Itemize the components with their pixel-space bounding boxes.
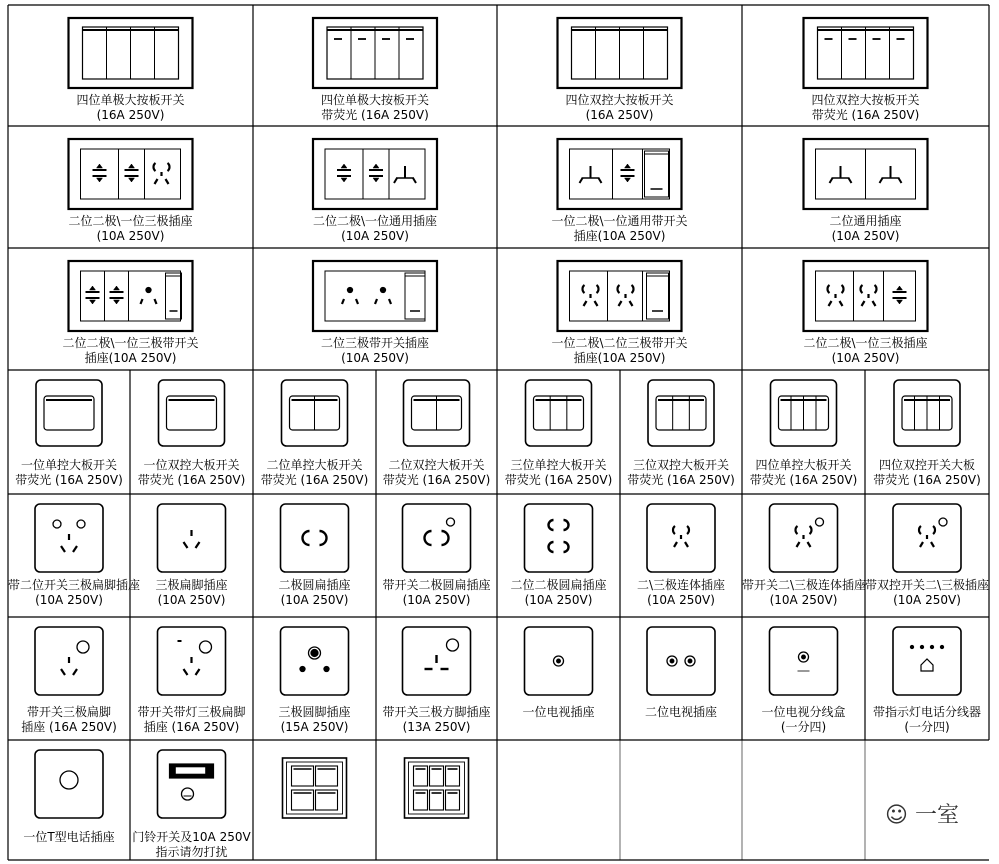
panel-symbol (558, 261, 682, 331)
symbol-label-line2: 带荧光 (16A 250V) (260, 473, 369, 487)
symbol-cell (497, 214, 742, 248)
symbol-label-line2: 插座(10A 250V) (84, 351, 177, 365)
symbol-label-line2: 插座(10A 250V) (573, 229, 666, 243)
symbol-cell (8, 830, 130, 864)
symbol-label-line1: 带二位开关三极扁脚插座 (8, 578, 141, 592)
symbol-label-line2: (10A 250V) (769, 593, 838, 607)
symbol-label-line1: 一位双控大板开关 (143, 458, 240, 472)
symbol-label-line2: 插座 (16A 250V) (21, 720, 117, 734)
watermark (885, 798, 959, 829)
watermark-text: 一室 (914, 803, 959, 828)
symbol-label-line2: (10A 250V) (893, 593, 961, 607)
symbol-label-line2: (10A 250V) (341, 351, 409, 365)
symbol-cell (865, 578, 989, 612)
panel-symbol (558, 139, 682, 209)
symbol-cell (253, 214, 497, 248)
symbol-cell (253, 93, 497, 127)
symbol-label-line1: 带指示灯电话分线器 (872, 705, 981, 719)
symbol-label-line1: 二位电视插座 (644, 705, 717, 719)
symbol-label-line1: 四位单极大按板开关 (76, 93, 185, 107)
symbol-label-line1: 三极圆脚插座 (278, 705, 351, 719)
plate-symbol (647, 627, 715, 695)
panel-symbol (69, 139, 193, 209)
plate-symbol (525, 504, 593, 572)
symbol-label-line1: 一位二极\二位三极带开关 (551, 336, 688, 350)
symbol-label-line1: 四位双控大按板开关 (811, 93, 920, 107)
symbol-cell (865, 458, 989, 492)
symbol-label-line1: 门铃开关及10A 250V (132, 830, 251, 844)
plate-symbol (281, 627, 349, 695)
symbol-cell (253, 705, 376, 739)
symbol-label-line2: 插座(10A 250V) (573, 351, 666, 365)
symbol-cell (376, 830, 497, 864)
symbol-label-line2: (10A 250V) (831, 351, 900, 365)
symbol-cell (253, 830, 376, 864)
panel-symbol (804, 139, 928, 209)
symbol-cell (8, 458, 130, 492)
plate-symbol (771, 380, 837, 446)
panel-symbol (558, 18, 682, 88)
symbol-cell (130, 578, 253, 612)
symbol-label-line1: 一位T型电话插座 (23, 830, 115, 844)
plate-symbol (281, 504, 349, 572)
symbol-label-line1: 带开关三极扁脚 (26, 705, 111, 719)
symbol-label-line2: (10A 250V) (402, 593, 471, 607)
symbol-label-line1: 二位三极带开关插座 (320, 336, 429, 350)
plate-symbol (893, 627, 961, 695)
panel-symbol (313, 18, 437, 88)
symbol-label-line2: 带荧光 (16A 250V) (321, 108, 429, 122)
symbol-cell (8, 705, 130, 739)
plate-symbol (158, 627, 226, 695)
plate-symbol (35, 504, 103, 572)
plate-symbol (648, 380, 714, 446)
symbol-cell (130, 830, 253, 864)
symbol-label-line2: (一分四) (780, 720, 827, 734)
symbol-label-line1: 带开关二\三极连体插座 (742, 578, 867, 592)
symbol-cell (253, 458, 376, 492)
symbol-cell (376, 705, 497, 739)
symbol-label-line1: 带双控开关二\三极插座 (865, 578, 990, 592)
symbol-label-line2: (10A 250V) (524, 593, 593, 607)
symbol-label-line1: 四位单极大按板开关 (320, 93, 429, 107)
plate-symbol (647, 504, 715, 572)
symbol-label-line1: 一位电视分线盒 (761, 705, 846, 719)
symbol-label-line2: 带荧光 (16A 250V) (504, 473, 613, 487)
symbol-cell (376, 578, 497, 612)
symbol-cell (497, 93, 742, 127)
symbol-label-line1: 带开关二极圆扁插座 (382, 578, 491, 592)
symbol-cell (742, 336, 989, 370)
symbol-label-line2: (10A 250V) (341, 229, 409, 243)
symbol-cell (620, 705, 742, 739)
symbol-cell (742, 93, 989, 127)
symbol-label-line2: (13A 250V) (402, 720, 471, 734)
symbol-cell (497, 705, 620, 739)
symbol-label-line2: 带荧光 (16A 250V) (811, 108, 920, 122)
symbol-label-line1: 二位二极圆扁插座 (510, 578, 607, 592)
symbol-cell (497, 458, 620, 492)
symbol-label-line1: 带开关三极方脚插座 (382, 705, 491, 719)
symbol-label-line2: (16A 250V) (96, 108, 165, 122)
plate-symbol (404, 380, 470, 446)
symbol-label-line1: 四位单控大板开关 (755, 458, 852, 472)
symbol-label-line2: 带荧光 (16A 250V) (137, 473, 246, 487)
symbol-label-line2: (15A 250V) (280, 720, 349, 734)
symbol-label-line1: 二位通用插座 (829, 214, 902, 228)
symbol-label-line2: 带荧光 (16A 250V) (382, 473, 491, 487)
symbol-label-line1: 一位电视插座 (522, 705, 595, 719)
symbol-cell (8, 336, 253, 370)
symbol-label-line2: 带荧光 (16A 250V) (749, 473, 858, 487)
symbol-label-line1: 带开关带灯三极扁脚 (137, 705, 246, 719)
plate-symbol (159, 380, 225, 446)
symbol-label-line1: 四位双控开关大板 (878, 458, 975, 472)
plate-symbol (35, 750, 103, 818)
symbol-label-line1: 二\三极连体插座 (636, 578, 726, 592)
plate-symbol (158, 504, 226, 572)
symbol-cell (130, 458, 253, 492)
symbol-label-line2: (10A 250V) (647, 593, 715, 607)
plate-symbol (526, 380, 592, 446)
symbol-cell (865, 705, 989, 739)
symbol-label-line2: (10A 250V) (35, 593, 103, 607)
symbol-label-line1: 二位二极\一位三极插座 (68, 214, 193, 228)
symbol-label-line1: 二极圆扁插座 (278, 578, 351, 592)
symbol-cell (8, 578, 141, 612)
symbol-cell (8, 93, 253, 127)
symbol-cell (497, 578, 620, 612)
panel-symbol (804, 18, 928, 88)
symbol-cell (130, 705, 253, 739)
symbol-label-line1: 二位二极\一位三极插座 (803, 336, 928, 350)
symbol-cell (497, 336, 742, 370)
plate-symbol (894, 380, 960, 446)
symbol-label-line1: 二位二极\一位通用插座 (312, 214, 438, 228)
symbol-label-line1: 三极扁脚插座 (155, 578, 228, 592)
symbol-label-line2: (10A 250V) (280, 593, 349, 607)
symbol-cell (253, 336, 497, 370)
symbol-cell (742, 458, 865, 492)
plate-symbol (403, 627, 471, 695)
plate-symbol (403, 504, 471, 572)
symbol-label-line2: (16A 250V) (585, 108, 654, 122)
symbol-cell (742, 705, 865, 739)
symbol-label-line1: 三位单控大板开关 (510, 458, 607, 472)
symbol-cell (376, 458, 497, 492)
symbol-cell (742, 214, 989, 248)
panel-symbol (313, 261, 437, 331)
symbol-label-line2: 带荧光 (16A 250V) (15, 473, 123, 487)
symbol-label-line2: (10A 250V) (96, 229, 165, 243)
panel-symbol (313, 139, 437, 209)
symbol-label-line2: (一分四) (904, 720, 950, 734)
plate-symbol (35, 627, 103, 695)
symbol-label-line2: (10A 250V) (157, 593, 226, 607)
symbol-label-line1: 三位双控大板开关 (632, 458, 729, 472)
symbol-cell (253, 578, 376, 612)
panel-symbol (69, 261, 193, 331)
symbol-label-line2: 插座 (16A 250V) (143, 720, 240, 734)
symbol-label-line1: 二位单控大板开关 (266, 458, 363, 472)
symbol-cell (742, 578, 865, 612)
symbol-label-line2: 带荧光 (16A 250V) (873, 473, 981, 487)
panel-symbol (69, 18, 193, 88)
panel-symbol (804, 261, 928, 331)
plate-symbol (525, 627, 593, 695)
symbol-label-line2: 带荧光 (16A 250V) (627, 473, 735, 487)
symbol-label-line1: 二位双控大板开关 (388, 458, 485, 472)
plate-symbol (36, 380, 102, 446)
symbol-cell (620, 458, 742, 492)
wechat-icon: ☺ (885, 803, 908, 828)
plate-symbol (158, 750, 226, 818)
symbol-label-line1: 二位二极\一位三极带开关 (62, 336, 199, 350)
symbol-drawings (35, 18, 961, 818)
symbol-label-line1: 四位双控大按板开关 (565, 93, 674, 107)
plate-symbol (282, 380, 348, 446)
symbol-cell (620, 578, 742, 612)
plate-symbol (893, 504, 961, 572)
symbol-label-line1: 一位二极\一位通用带开关 (551, 214, 688, 228)
plate-symbol (283, 758, 347, 818)
symbol-label-line2: 指示请勿打扰 (155, 845, 228, 859)
symbol-label-line2: (10A 250V) (831, 229, 900, 243)
plate-symbol (405, 758, 469, 818)
symbol-label-line1: 一位单控大板开关 (20, 458, 117, 472)
plate-symbol (770, 627, 838, 695)
plate-symbol (770, 504, 838, 572)
symbol-cell (8, 214, 253, 248)
